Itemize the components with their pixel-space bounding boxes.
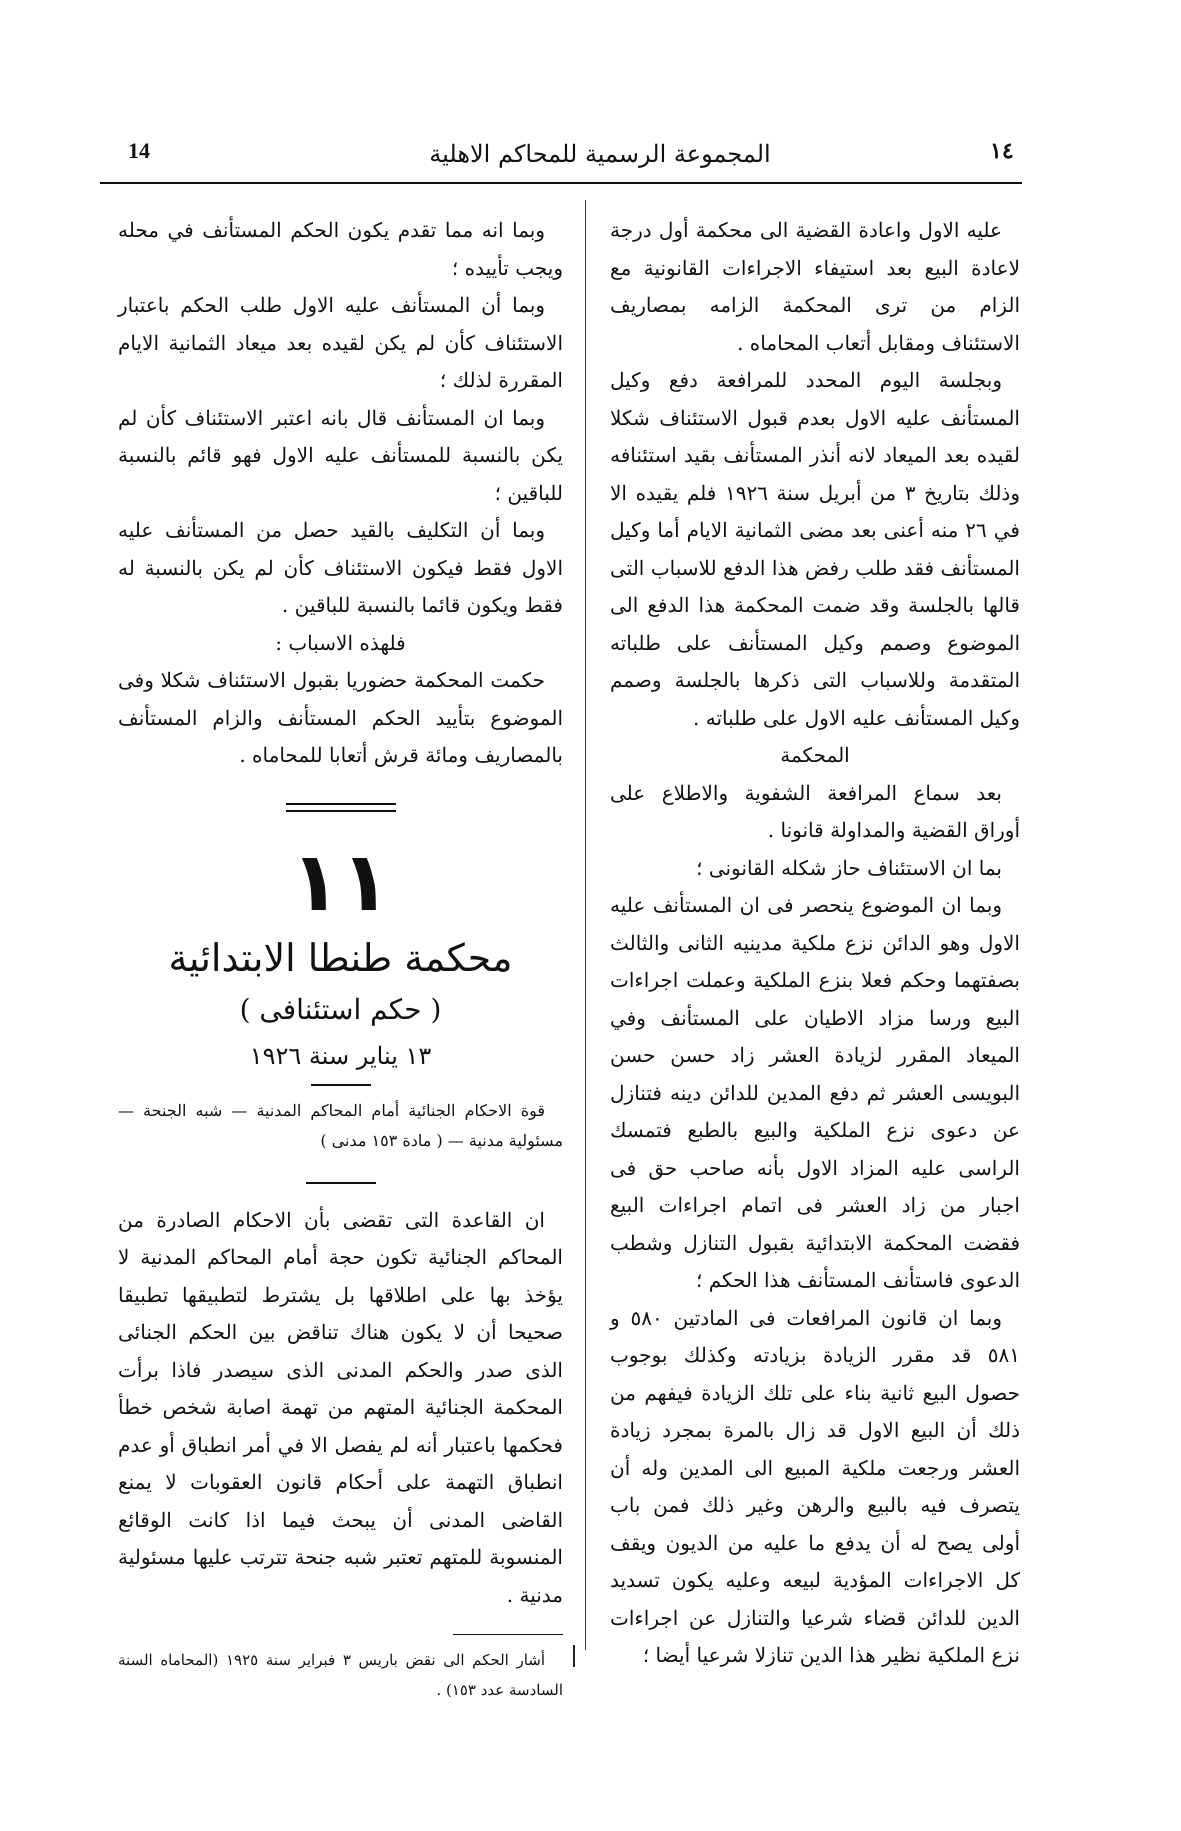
ruling-date: ١٣ يناير سنة ١٩٢٦ (249, 1041, 432, 1070)
running-title: المجموعة الرسمية للمحاكم الاهلية (429, 140, 771, 168)
paragraph: بما ان الاستئناف حاز شكله القانونى ؛ (696, 855, 1002, 880)
case-number: ١١ (290, 834, 391, 930)
footnote-rule (453, 1634, 563, 1635)
short-rule (306, 1182, 376, 1184)
left-column (118, 212, 563, 1705)
legal-principle (118, 1202, 563, 1615)
principle-text: ان القاعدة التى تقضى بأن الاحكام الصادرة من المحاكم الجنائية تكون حجة أمام المحاكم المدنية لا يؤخذ بها على اطلاقها بل يشترط لتطبيقها تطبيقا صحيحا أن لا يكون هناك تناقض بين الحكم الجنائى الذى صدر والحكم المدنى الذى سيصدر فاذا برأت المحكمة الجنائية المتهم من تهمة اصابة شخص خطأ فحكمها باعتبار أنه لم يفصل الا في أمر انطباق أو عدم انطباق التهمة على أحكام قانون العقوبات لا يمنع القاضى المدنى أن يبحث فيما اذا كانت الوقائع المنسوبة للمتهم تعتبر شبه جنحة تترتب عليها مسئولية مدنية . (118, 1207, 563, 1607)
reasons-heading: فلهذه الاسباب : (275, 630, 406, 655)
keywords: قوة الاحكام الجنائية أمام المحاكم المدنية — شبه الجنحة — مسئولية مدنية — ( مادة ١٥٣ مدنى ) (118, 1100, 563, 1150)
paragraph: وبما ان المستأنف قال بانه اعتبر الاستئناف كأن لم يكن بالنسبة للمستأنف عليه الاول فهو قائم بالنسبة للباقين ؛ (118, 405, 563, 505)
paragraph: وبما أن المستأنف عليه الاول طلب الحكم باعتبار الاستئناف كأن لم يكن لقيده بعد ميعاد الثمانية الايام المقررة لذلك ؛ (118, 293, 563, 392)
header-rule (100, 182, 1022, 184)
court-name: محكمة طنطا الابتدائية (168, 935, 513, 980)
ruling-paragraph: حكمت المحكمة حضوريا بقبول الاستئناف شكلا وفى الموضوع بتأييد الحكم المستأنف والزام المستأنف بالمصاريف ومائة قرش أتعابا للمحاماه . (118, 668, 563, 767)
paragraph: وبما انه مما تقدم يكون الحكم المستأنف في محله ويجب تأييده ؛ (118, 218, 563, 280)
paragraph: وبما ان الموضوع ينحصر فى ان المستأنف عليه الاول وهو الدائن نزع ملكية مدينيه الثانى والثالث بصفتهما وحكم فعلا بنزع الملكية وعملت اجراءات البيع ورسا مزاد الاطيان على المستأنف وفي الميعاد المقرر لزيادة العشر زاد حسن حسن البويسى العشر ثم دفع المدين للدائن دينه فتنازل عن دعوى نزع الملكية والبيع بالطبع فتمسك الراسى عليه المزاد الاول بأنه صاحب حق فى اجبار من زاد العشر فى اتمام اجراءات البيع فقضت المحكمة الابتدائية بقبول التنازل وشطب الدعوى فاستأنف المستأنف هذا الحكم ؛ (610, 893, 1020, 1292)
ruling-type: ( حكم استئنافى ) (239, 992, 442, 1026)
paragraph: وبما أن التكليف بالقيد حصل من المستأنف عليه الاول فقط فيكون الاستئناف كأن لم يكن بالنسبة له فقط ويكون قائما بالنسبة للباقين . (118, 518, 563, 617)
section-heading-court: المحكمة (780, 743, 850, 767)
paragraph: وبما ان قانون المرافعات فى المادتين ٥٨٠ و ٥٨١ قد مقرر الزيادة بزيادته وكذلك بوجوب حصول البيع ثانية بناء على تلك الزيادة فيفهم من ذلك أن البيع الاول قد زال بالمرة بمجرد زيادة العشر ورجعت ملكية المبيع الى المدين وله أن يتصرف فيه بالبيع والرهن وغير ذلك فمن باب أولى يصح له أن يدفع ما عليه من الديون ويقف كل الاجراءات المؤدية لبيعه وعليه يكون تسديد الدين للدائن قضاء شرعيا والتنازل عن اجراءات نزع الملكية نظير هذا الدين تنازلا شرعيا أيضا ؛ (610, 1305, 1020, 1667)
paragraph: بعد سماع المرافعة الشفوية والاطلاع على أوراق القضية والمداولة قانونا . (610, 780, 1020, 842)
section-separator (286, 803, 396, 812)
paragraph: عليه الاول واعادة القضية الى محكمة أول درجة لاعادة البيع بعد استيفاء الاجراءات القانونية مع الزام من ترى المحكمة الزامه بمصاريف الاستئناف ومقابل أتعاب المحاماه . (610, 218, 1020, 355)
right-column (610, 212, 1020, 1675)
short-rule (311, 1084, 371, 1086)
footnote: أشار الحكم الى نقض باريس ٣ فبراير سنة ١٩٢٥ (المحاماه السنة السادسة عدد ١٥٣) . (118, 1651, 563, 1699)
paragraph: وبجلسة اليوم المحدد للمرافعة دفع وكيل المستأنف عليه الاول بعدم قبول الاستئناف شكلا لقيده بعد الميعاد لانه أنذر المستأنف بقيد استئنافه وذلك بتاريخ ٣ من أبريل سنة ١٩٢٦ فلم يقيده الا في ٢٦ منه أعنى بعد مضى الثمانية الايام أما وكيل المستأنف فقد طلب رفض هذا الدفع للاسباب التى قالها بالجلسة وقد ضمت المحكمة هذا الدفع الى الموضوع وصمم وكيل المستأنف على طلباته المتقدمة وللاسباب التى ذكرها بالجلسة وصمم وكيل المستأنف عليه الاول على طلباته . (610, 368, 1020, 730)
column-divider (585, 200, 586, 1650)
page-number-latin: 14 (128, 138, 150, 163)
page-number-arabic: ١٤ (990, 138, 1014, 164)
margin-mark (573, 1645, 575, 1667)
